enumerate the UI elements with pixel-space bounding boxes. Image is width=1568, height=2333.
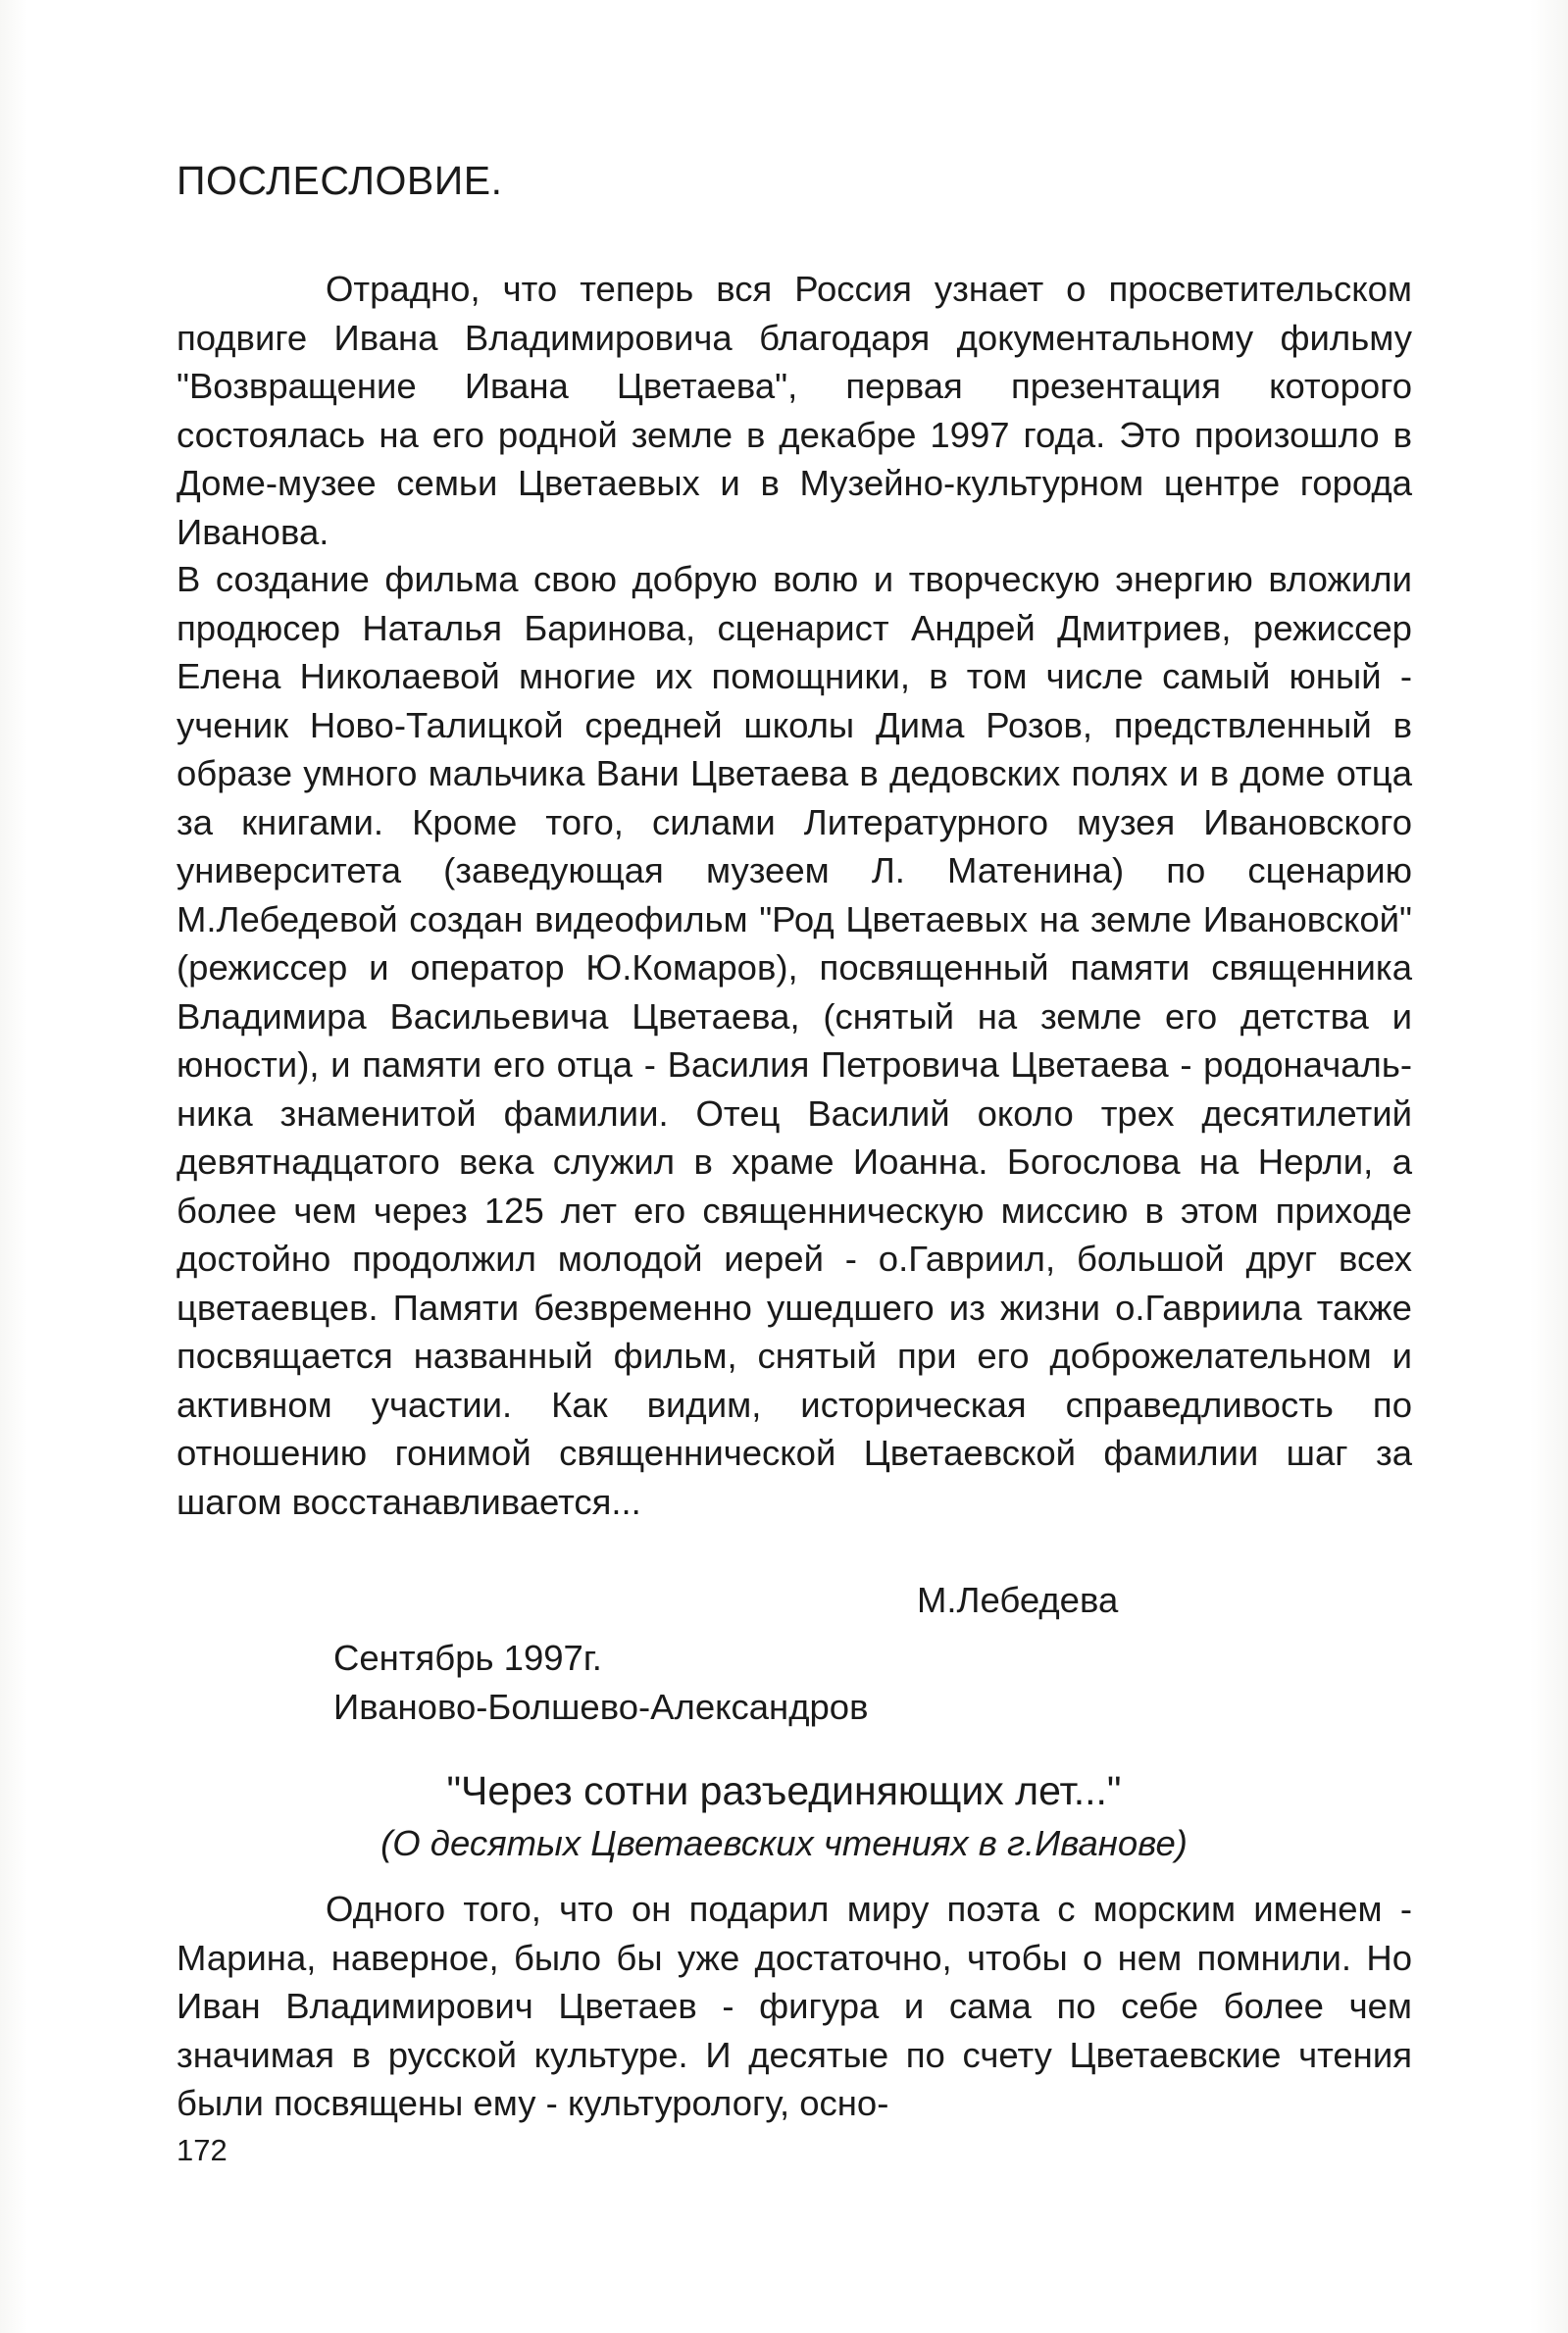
article-title: "Через сотни разъединяющих лет..." xyxy=(446,1768,1122,1813)
afterword-paragraph-2-block xyxy=(177,555,1412,1526)
afterword-paragraph-2: В создание фильма свою добрую волю и творческую энергию вложили продюсер Наталья Баринова, сценарист Андрей Дмитриев, режиссер Елена Николаевой многие их помощники, в том числе самый юный - ученик Ново-Талицкой средней школы Дима Розов, предствленный в образе умного мальчика Вани Цветаева в дедовских полях и в доме отца за книгами. Кроме того, силами Литературного музея Ивановского университета (заведующая музеем Л. Матенина) по сценарию М.Лебедевой создан видеофильм "Род Цветаевых на земле Ивановской" (режиссер и оператор Ю.Комаров), посвященный памяти священника Владимира Васильевича Цветаева, (снятый на земле его детства и юности), и памяти его отца - Василия Петровича Цветаева - родоначальника знаменитой фамилии. Отец Василий около трех десятилетий девятнадцатого века служил в храме Иоанна. Богослова на Нерли, а более чем через 125 лет его священническую миссию в этом приходе достойно продолжил молодой иерей - о.Гавриил, большой друг всех цветаевцев. Памяти безвременно ушедшего из жизни о.Гавриила также посвящается названный фильм, снятый при его доброжелательном и активном участии. Как видим, историческая справедливость по отношению гонимой священнической Цветаевской фамилии шаг за шагом восстанавливается... xyxy=(177,559,1412,1522)
article-paragraph-1-block xyxy=(177,1885,1412,2128)
date-place-block xyxy=(333,1634,869,1731)
article-paragraph-1: Одного того, что он подарил миру поэта с морским именем - Марина, наверное, было бы уже достаточно, чтобы о нем помнили. Но Иван Владимирович Цветаев - фигура и сама по себе более чем значимая в русской культуре. И десятые по счету Цветаевские чтения были посвящены ему - культурологу, осно- xyxy=(177,1889,1412,2123)
author-signature: М.Лебедева xyxy=(917,1580,1119,1620)
place-line: Иваново-Болшево-Александров xyxy=(333,1686,869,1727)
date-line: Сентябрь 1997г. xyxy=(333,1638,602,1678)
afterword-paragraph-1: Отрадно, что теперь вся Россия узнает о просветительском подвиге Ивана Владимировича благодаря документальному фильму "Возвращение Ивана Цветаева", первая презентация которого состоялась на его родной земле в декабре 1997 года. Это произошло в Доме-музее семьи Цветаевых и в Музейно-культурном центре города Иванова. xyxy=(177,269,1412,552)
afterword-paragraph-1-block xyxy=(177,265,1412,556)
page-number: 172 xyxy=(177,2133,228,2167)
article-subtitle: (О десятых Цветаевских чтениях в г.Иванове) xyxy=(380,1823,1188,1863)
afterword-heading: ПОСЛЕСЛОВИЕ. xyxy=(177,158,503,203)
